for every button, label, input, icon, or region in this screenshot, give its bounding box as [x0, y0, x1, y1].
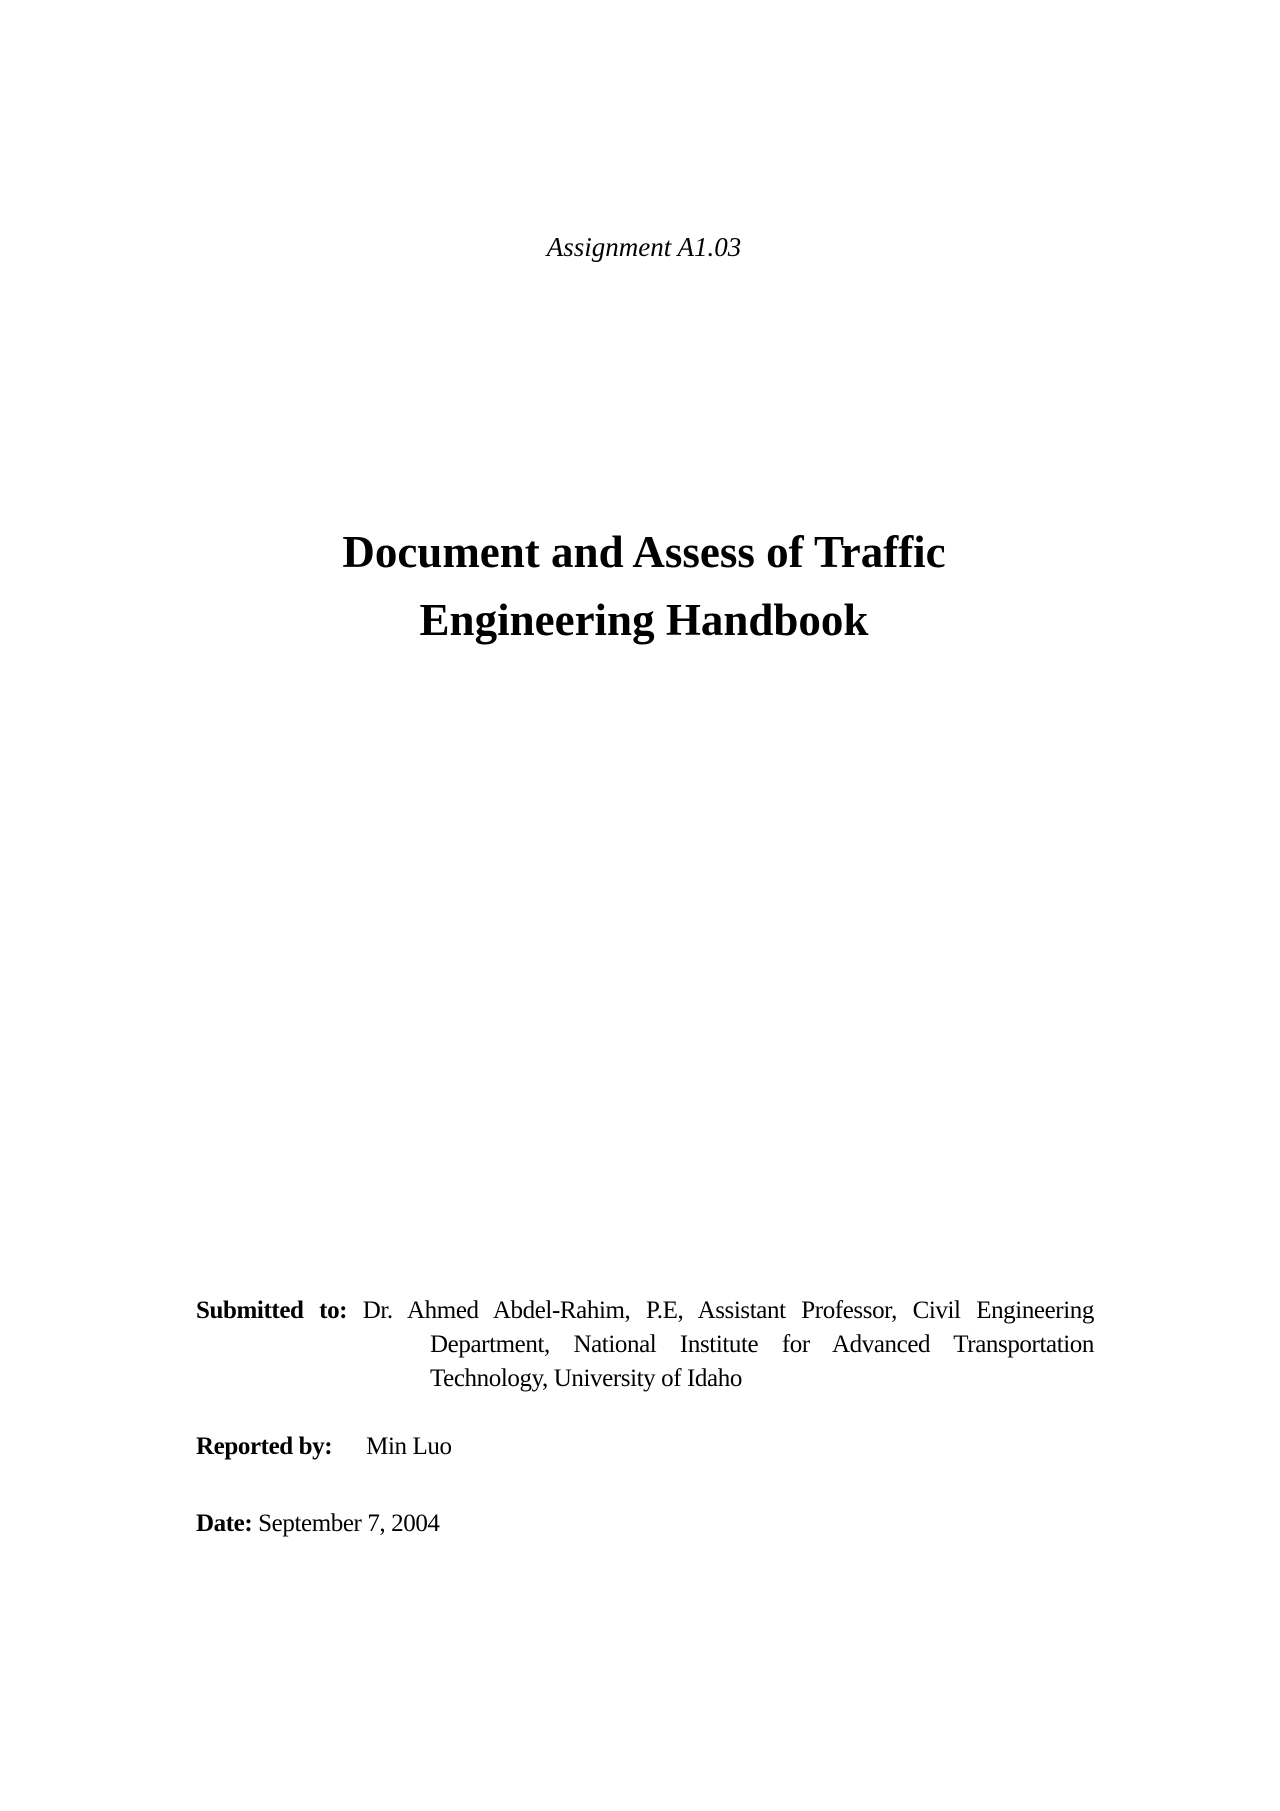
- date-label: Date:: [196, 1510, 253, 1537]
- title-line-1: Document and Assess of Traffic: [342, 527, 946, 577]
- title-line-2: Engineering Handbook: [419, 595, 869, 645]
- submitted-label: Submitted to:: [196, 1297, 348, 1324]
- date: [196, 1507, 1094, 1541]
- reported-value: Min Luo: [366, 1433, 452, 1460]
- submitted-to: [196, 1294, 1094, 1396]
- assignment-number: Assignment A1.03: [546, 232, 742, 262]
- submitted-value: Dr. Ahmed Abdel-Rahim, P.E, Assistant Professor, Civil Engineering Department, National Institute for Advanced Transportation Technology, University of Idaho: [362, 1297, 1094, 1392]
- document-title: [0, 518, 1280, 654]
- reported-label: Reported by:: [196, 1433, 333, 1460]
- date-value: September 7, 2004: [258, 1510, 440, 1537]
- reported-by: [196, 1430, 1094, 1464]
